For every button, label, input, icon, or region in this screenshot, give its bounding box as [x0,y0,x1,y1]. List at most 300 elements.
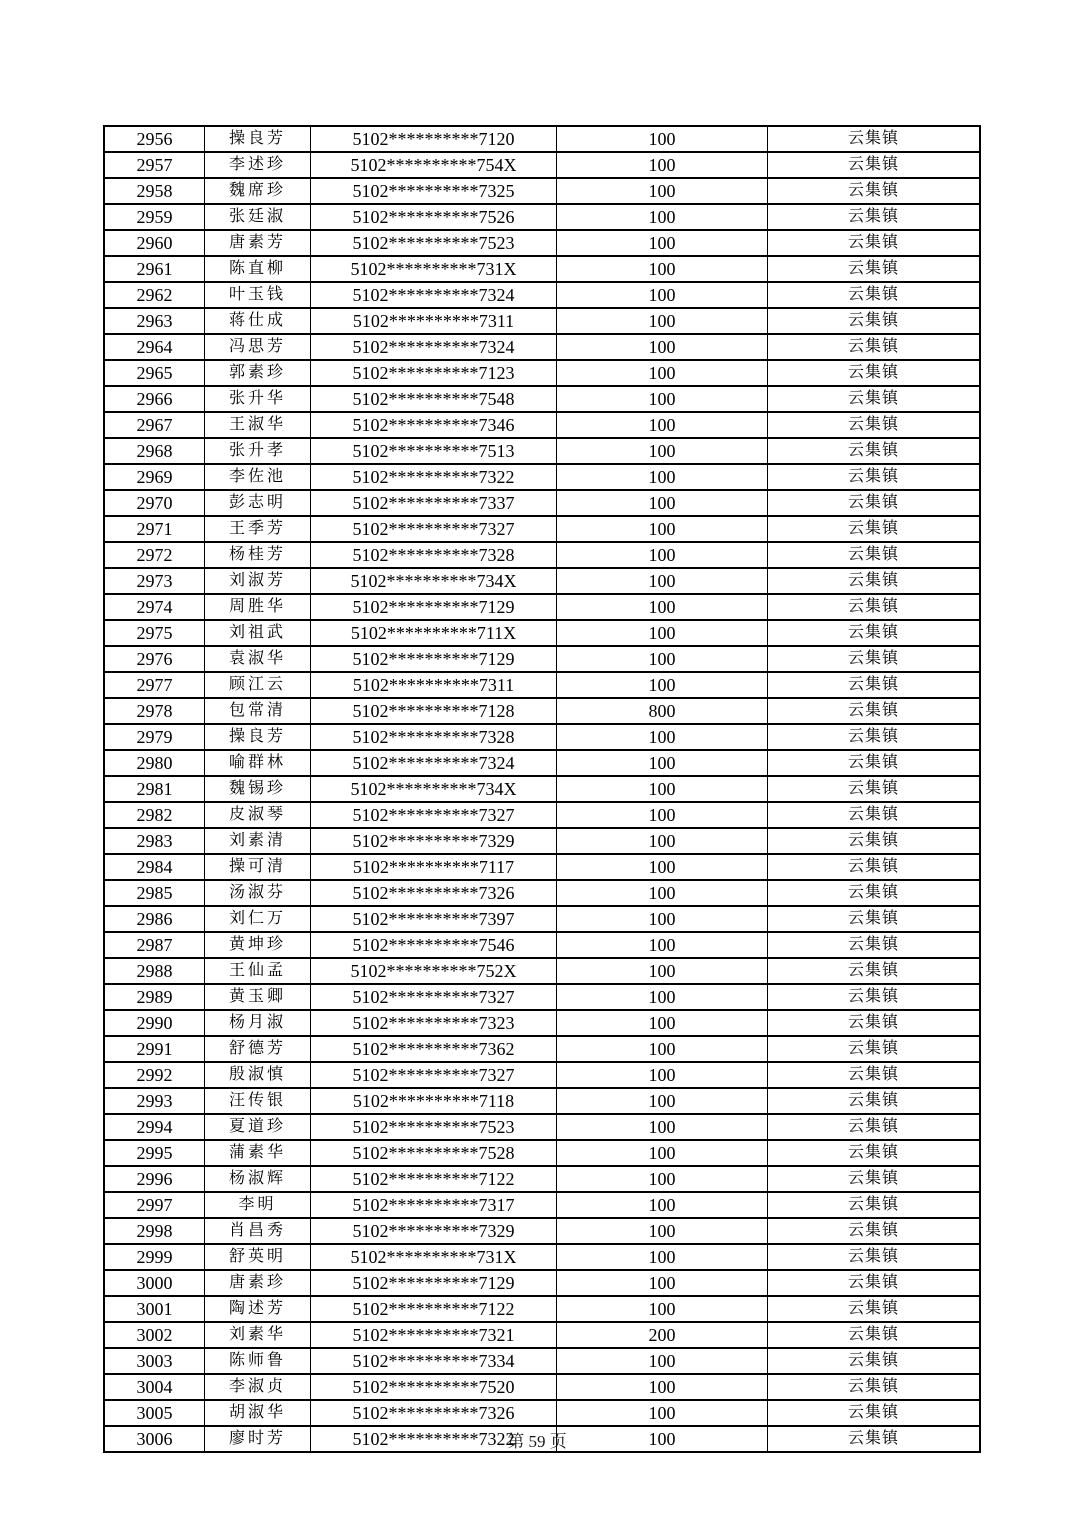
row-town: 云集镇 [768,724,981,750]
row-masked-id: 5102**********7523 [311,230,557,256]
row-amount: 100 [557,438,768,464]
row-amount: 200 [557,1322,768,1348]
row-town: 云集镇 [768,1192,981,1218]
row-amount: 100 [557,412,768,438]
table-row [104,1036,980,1062]
row-town: 云集镇 [768,958,981,984]
row-person-name: 顾江云 [205,672,311,698]
row-amount: 100 [557,906,768,932]
table-row [104,412,980,438]
row-town: 云集镇 [768,646,981,672]
table-row [104,438,980,464]
row-person-name: 唐素芳 [205,230,311,256]
row-amount: 100 [557,360,768,386]
table-row [104,1218,980,1244]
row-amount: 100 [557,1400,768,1426]
row-town: 云集镇 [768,594,981,620]
row-person-name: 叶玉钱 [205,282,311,308]
table-row [104,1244,980,1270]
row-serial-number: 2983 [104,828,205,854]
row-person-name: 魏席珍 [205,178,311,204]
row-serial-number: 2960 [104,230,205,256]
row-serial-number: 2973 [104,568,205,594]
row-person-name: 冯思芳 [205,334,311,360]
table-row [104,568,980,594]
row-masked-id: 5102**********7329 [311,1218,557,1244]
row-town: 云集镇 [768,1166,981,1192]
row-masked-id: 5102**********731X [311,1244,557,1270]
table-row [104,334,980,360]
table-row [104,958,980,984]
row-amount: 100 [557,776,768,802]
row-town: 云集镇 [768,568,981,594]
row-town: 云集镇 [768,282,981,308]
page-footer: 第 59 页 [507,1432,567,1451]
row-serial-number: 2984 [104,854,205,880]
row-amount: 100 [557,256,768,282]
row-amount: 100 [557,1140,768,1166]
row-masked-id: 5102**********7311 [311,672,557,698]
row-serial-number: 2995 [104,1140,205,1166]
row-town: 云集镇 [768,1218,981,1244]
row-serial-number: 2991 [104,1036,205,1062]
row-town: 云集镇 [768,906,981,932]
row-town: 云集镇 [768,984,981,1010]
table-row [104,1010,980,1036]
table-row [104,1114,980,1140]
row-serial-number: 2969 [104,464,205,490]
row-serial-number: 2998 [104,1218,205,1244]
row-serial-number: 2971 [104,516,205,542]
table-row [104,984,980,1010]
row-town: 云集镇 [768,828,981,854]
row-person-name: 李述珍 [205,152,311,178]
row-serial-number: 3000 [104,1270,205,1296]
row-person-name: 唐素珍 [205,1270,311,1296]
row-masked-id: 5102**********734X [311,776,557,802]
table-row [104,256,980,282]
row-masked-id: 5102**********7311 [311,308,557,334]
row-person-name: 操良芳 [205,724,311,750]
table-row [104,516,980,542]
table-row [104,594,980,620]
row-person-name: 操可清 [205,854,311,880]
row-amount: 100 [557,516,768,542]
row-amount: 100 [557,1114,768,1140]
table-row [104,1140,980,1166]
row-town: 云集镇 [768,152,981,178]
row-serial-number: 2963 [104,308,205,334]
row-serial-number: 2997 [104,1192,205,1218]
row-person-name: 周胜华 [205,594,311,620]
table-row [104,126,980,152]
table-row [104,542,980,568]
row-amount: 100 [557,828,768,854]
row-masked-id: 5102**********7120 [311,126,557,152]
table-row [104,230,980,256]
row-town: 云集镇 [768,1296,981,1322]
row-person-name: 张升华 [205,386,311,412]
table-row [104,620,980,646]
row-masked-id: 5102**********7123 [311,360,557,386]
row-masked-id: 5102**********7337 [311,490,557,516]
row-amount: 100 [557,282,768,308]
table-row [104,1270,980,1296]
row-person-name: 袁淑华 [205,646,311,672]
row-person-name: 彭志明 [205,490,311,516]
row-amount: 100 [557,1374,768,1400]
table-body [104,126,980,1452]
row-serial-number: 2979 [104,724,205,750]
row-town: 云集镇 [768,126,981,152]
row-serial-number: 2976 [104,646,205,672]
row-person-name: 刘素华 [205,1322,311,1348]
table-row [104,880,980,906]
table-row [104,360,980,386]
row-masked-id: 5102**********7513 [311,438,557,464]
row-person-name: 汪传银 [205,1088,311,1114]
row-masked-id: 5102**********731X [311,256,557,282]
row-town: 云集镇 [768,178,981,204]
row-masked-id: 5102**********7327 [311,802,557,828]
row-town: 云集镇 [768,542,981,568]
row-amount: 100 [557,646,768,672]
row-masked-id: 5102**********7328 [311,542,557,568]
row-serial-number: 2989 [104,984,205,1010]
row-person-name: 陈直柳 [205,256,311,282]
row-masked-id: 5102**********7528 [311,1140,557,1166]
row-person-name: 喻群林 [205,750,311,776]
row-amount: 100 [557,568,768,594]
row-masked-id: 5102**********7362 [311,1036,557,1062]
row-amount: 100 [557,334,768,360]
row-serial-number: 2958 [104,178,205,204]
row-person-name: 黄坤珍 [205,932,311,958]
row-town: 云集镇 [768,854,981,880]
table-row [104,1062,980,1088]
row-amount: 100 [557,724,768,750]
row-masked-id: 5102**********752X [311,958,557,984]
row-serial-number: 2978 [104,698,205,724]
row-serial-number: 3005 [104,1400,205,1426]
row-serial-number: 2959 [104,204,205,230]
row-town: 云集镇 [768,412,981,438]
table-row [104,932,980,958]
row-person-name: 魏锡珍 [205,776,311,802]
row-person-name: 郭素珍 [205,360,311,386]
row-amount: 100 [557,984,768,1010]
row-masked-id: 5102**********7128 [311,698,557,724]
row-masked-id: 5102**********7122 [311,1296,557,1322]
row-masked-id: 5102**********7328 [311,724,557,750]
row-serial-number: 2964 [104,334,205,360]
row-town: 云集镇 [768,360,981,386]
row-person-name: 杨桂芳 [205,542,311,568]
table-row [104,464,980,490]
row-amount: 100 [557,178,768,204]
row-town: 云集镇 [768,1426,981,1452]
table-row [104,828,980,854]
row-person-name: 刘仁万 [205,906,311,932]
table-row [104,490,980,516]
row-masked-id: 5102**********7329 [311,828,557,854]
row-amount: 100 [557,620,768,646]
row-masked-id: 5102**********7324 [311,750,557,776]
row-amount: 100 [557,386,768,412]
row-masked-id: 5102**********7129 [311,1270,557,1296]
row-amount: 100 [557,802,768,828]
table-row [104,776,980,802]
row-amount: 100 [557,1010,768,1036]
row-person-name: 李明 [205,1192,311,1218]
row-serial-number: 3001 [104,1296,205,1322]
row-amount: 100 [557,1296,768,1322]
row-town: 云集镇 [768,932,981,958]
row-amount: 800 [557,698,768,724]
row-masked-id: 5102**********7397 [311,906,557,932]
table-row [104,1348,980,1374]
row-town: 云集镇 [768,334,981,360]
row-serial-number: 2988 [104,958,205,984]
row-person-name: 陶述芳 [205,1296,311,1322]
row-serial-number: 2987 [104,932,205,958]
row-amount: 100 [557,750,768,776]
row-town: 云集镇 [768,1114,981,1140]
row-amount: 100 [557,464,768,490]
row-masked-id: 5102**********7325 [311,178,557,204]
row-person-name: 刘素清 [205,828,311,854]
row-town: 云集镇 [768,256,981,282]
row-masked-id: 5102**********711X [311,620,557,646]
table-row [104,282,980,308]
row-amount: 100 [557,1270,768,1296]
row-amount: 100 [557,1244,768,1270]
row-town: 云集镇 [768,516,981,542]
row-serial-number: 2972 [104,542,205,568]
row-town: 云集镇 [768,1088,981,1114]
row-town: 云集镇 [768,1322,981,1348]
row-town: 云集镇 [768,620,981,646]
row-masked-id: 5102**********7334 [311,1348,557,1374]
row-person-name: 胡淑华 [205,1400,311,1426]
row-person-name: 操良芳 [205,126,311,152]
row-town: 云集镇 [768,1374,981,1400]
row-masked-id: 5102**********7317 [311,1192,557,1218]
row-amount: 100 [557,1348,768,1374]
row-masked-id: 5102**********7118 [311,1088,557,1114]
row-person-name: 肖昌秀 [205,1218,311,1244]
row-town: 云集镇 [768,1062,981,1088]
row-person-name: 汤淑芬 [205,880,311,906]
row-amount: 100 [557,1218,768,1244]
row-person-name: 夏道珍 [205,1114,311,1140]
row-town: 云集镇 [768,802,981,828]
row-masked-id: 5102**********7129 [311,594,557,620]
row-masked-id: 5102**********7327 [311,516,557,542]
row-town: 云集镇 [768,1270,981,1296]
row-town: 云集镇 [768,672,981,698]
row-serial-number: 3006 [104,1426,205,1452]
row-serial-number: 2977 [104,672,205,698]
row-masked-id: 5102**********7129 [311,646,557,672]
row-town: 云集镇 [768,698,981,724]
row-amount: 100 [557,1036,768,1062]
row-person-name: 廖时芳 [205,1426,311,1452]
table-row [104,1400,980,1426]
table-row [104,1088,980,1114]
row-serial-number: 2968 [104,438,205,464]
row-person-name: 蒋仕成 [205,308,311,334]
row-person-name: 包常清 [205,698,311,724]
row-person-name: 张廷淑 [205,204,311,230]
row-serial-number: 3003 [104,1348,205,1374]
row-town: 云集镇 [768,880,981,906]
row-masked-id: 5102**********754X [311,152,557,178]
row-amount: 100 [557,542,768,568]
row-person-name: 舒德芳 [205,1036,311,1062]
row-masked-id: 5102**********7322 [311,1426,557,1452]
row-serial-number: 2982 [104,802,205,828]
row-town: 云集镇 [768,438,981,464]
row-town: 云集镇 [768,464,981,490]
row-town: 云集镇 [768,1348,981,1374]
row-serial-number: 2975 [104,620,205,646]
row-person-name: 舒英明 [205,1244,311,1270]
table-row [104,672,980,698]
row-person-name: 黄玉卿 [205,984,311,1010]
row-town: 云集镇 [768,750,981,776]
row-amount: 100 [557,230,768,256]
row-serial-number: 2966 [104,386,205,412]
row-person-name: 皮淑琴 [205,802,311,828]
row-person-name: 王季芳 [205,516,311,542]
row-masked-id: 5102**********7326 [311,1400,557,1426]
row-masked-id: 5102**********734X [311,568,557,594]
row-masked-id: 5102**********7346 [311,412,557,438]
row-serial-number: 2985 [104,880,205,906]
table-row [104,1166,980,1192]
row-amount: 100 [557,1088,768,1114]
table-row [104,1192,980,1218]
row-person-name: 蒲素华 [205,1140,311,1166]
row-serial-number: 2990 [104,1010,205,1036]
row-town: 云集镇 [768,1244,981,1270]
row-town: 云集镇 [768,308,981,334]
row-masked-id: 5102**********7323 [311,1010,557,1036]
row-serial-number: 2981 [104,776,205,802]
row-person-name: 殷淑慎 [205,1062,311,1088]
row-person-name: 王仙孟 [205,958,311,984]
row-serial-number: 2992 [104,1062,205,1088]
row-masked-id: 5102**********7324 [311,334,557,360]
row-masked-id: 5102**********7324 [311,282,557,308]
row-masked-id: 5102**********7523 [311,1114,557,1140]
row-person-name: 李淑贞 [205,1374,311,1400]
row-masked-id: 5102**********7322 [311,464,557,490]
row-amount: 100 [557,854,768,880]
row-amount: 100 [557,932,768,958]
row-masked-id: 5102**********7526 [311,204,557,230]
row-town: 云集镇 [768,1140,981,1166]
table-row [104,386,980,412]
row-masked-id: 5102**********7546 [311,932,557,958]
row-masked-id: 5102**********7117 [311,854,557,880]
row-serial-number: 3002 [104,1322,205,1348]
row-amount: 100 [557,1062,768,1088]
row-serial-number: 2986 [104,906,205,932]
row-town: 云集镇 [768,1010,981,1036]
row-amount: 100 [557,958,768,984]
table-row [104,308,980,334]
row-serial-number: 2980 [104,750,205,776]
row-amount: 100 [557,1166,768,1192]
row-town: 云集镇 [768,1036,981,1062]
table-row [104,1374,980,1400]
row-serial-number: 2999 [104,1244,205,1270]
row-serial-number: 2993 [104,1088,205,1114]
row-person-name: 张升孝 [205,438,311,464]
row-amount: 100 [557,126,768,152]
row-serial-number: 2956 [104,126,205,152]
row-amount: 100 [557,1192,768,1218]
table-row [104,178,980,204]
row-serial-number: 2994 [104,1114,205,1140]
row-masked-id: 5102**********7321 [311,1322,557,1348]
row-serial-number: 2974 [104,594,205,620]
row-amount: 100 [557,308,768,334]
row-masked-id: 5102**********7520 [311,1374,557,1400]
row-person-name: 陈师鲁 [205,1348,311,1374]
row-amount: 100 [557,1426,768,1452]
row-town: 云集镇 [768,386,981,412]
row-masked-id: 5102**********7122 [311,1166,557,1192]
row-person-name: 杨月淑 [205,1010,311,1036]
table-row [104,906,980,932]
row-amount: 100 [557,594,768,620]
row-masked-id: 5102**********7327 [311,1062,557,1088]
row-amount: 100 [557,880,768,906]
row-person-name: 李佐池 [205,464,311,490]
row-amount: 100 [557,204,768,230]
table-row [104,204,980,230]
row-person-name: 刘淑芳 [205,568,311,594]
row-town: 云集镇 [768,776,981,802]
row-serial-number: 2965 [104,360,205,386]
row-masked-id: 5102**********7326 [311,880,557,906]
row-person-name: 杨淑辉 [205,1166,311,1192]
row-serial-number: 2961 [104,256,205,282]
row-serial-number: 3004 [104,1374,205,1400]
row-serial-number: 2970 [104,490,205,516]
row-serial-number: 2996 [104,1166,205,1192]
row-masked-id: 5102**********7548 [311,386,557,412]
row-person-name: 刘祖武 [205,620,311,646]
table-row [104,698,980,724]
row-serial-number: 2962 [104,282,205,308]
row-masked-id: 5102**********7327 [311,984,557,1010]
row-amount: 100 [557,490,768,516]
table-row [104,1322,980,1348]
table-row [104,646,980,672]
row-town: 云集镇 [768,230,981,256]
table-row [104,854,980,880]
row-amount: 100 [557,672,768,698]
row-town: 云集镇 [768,204,981,230]
beneficiary-table [103,125,981,1453]
table-row [104,724,980,750]
table-row [104,152,980,178]
table-row [104,802,980,828]
